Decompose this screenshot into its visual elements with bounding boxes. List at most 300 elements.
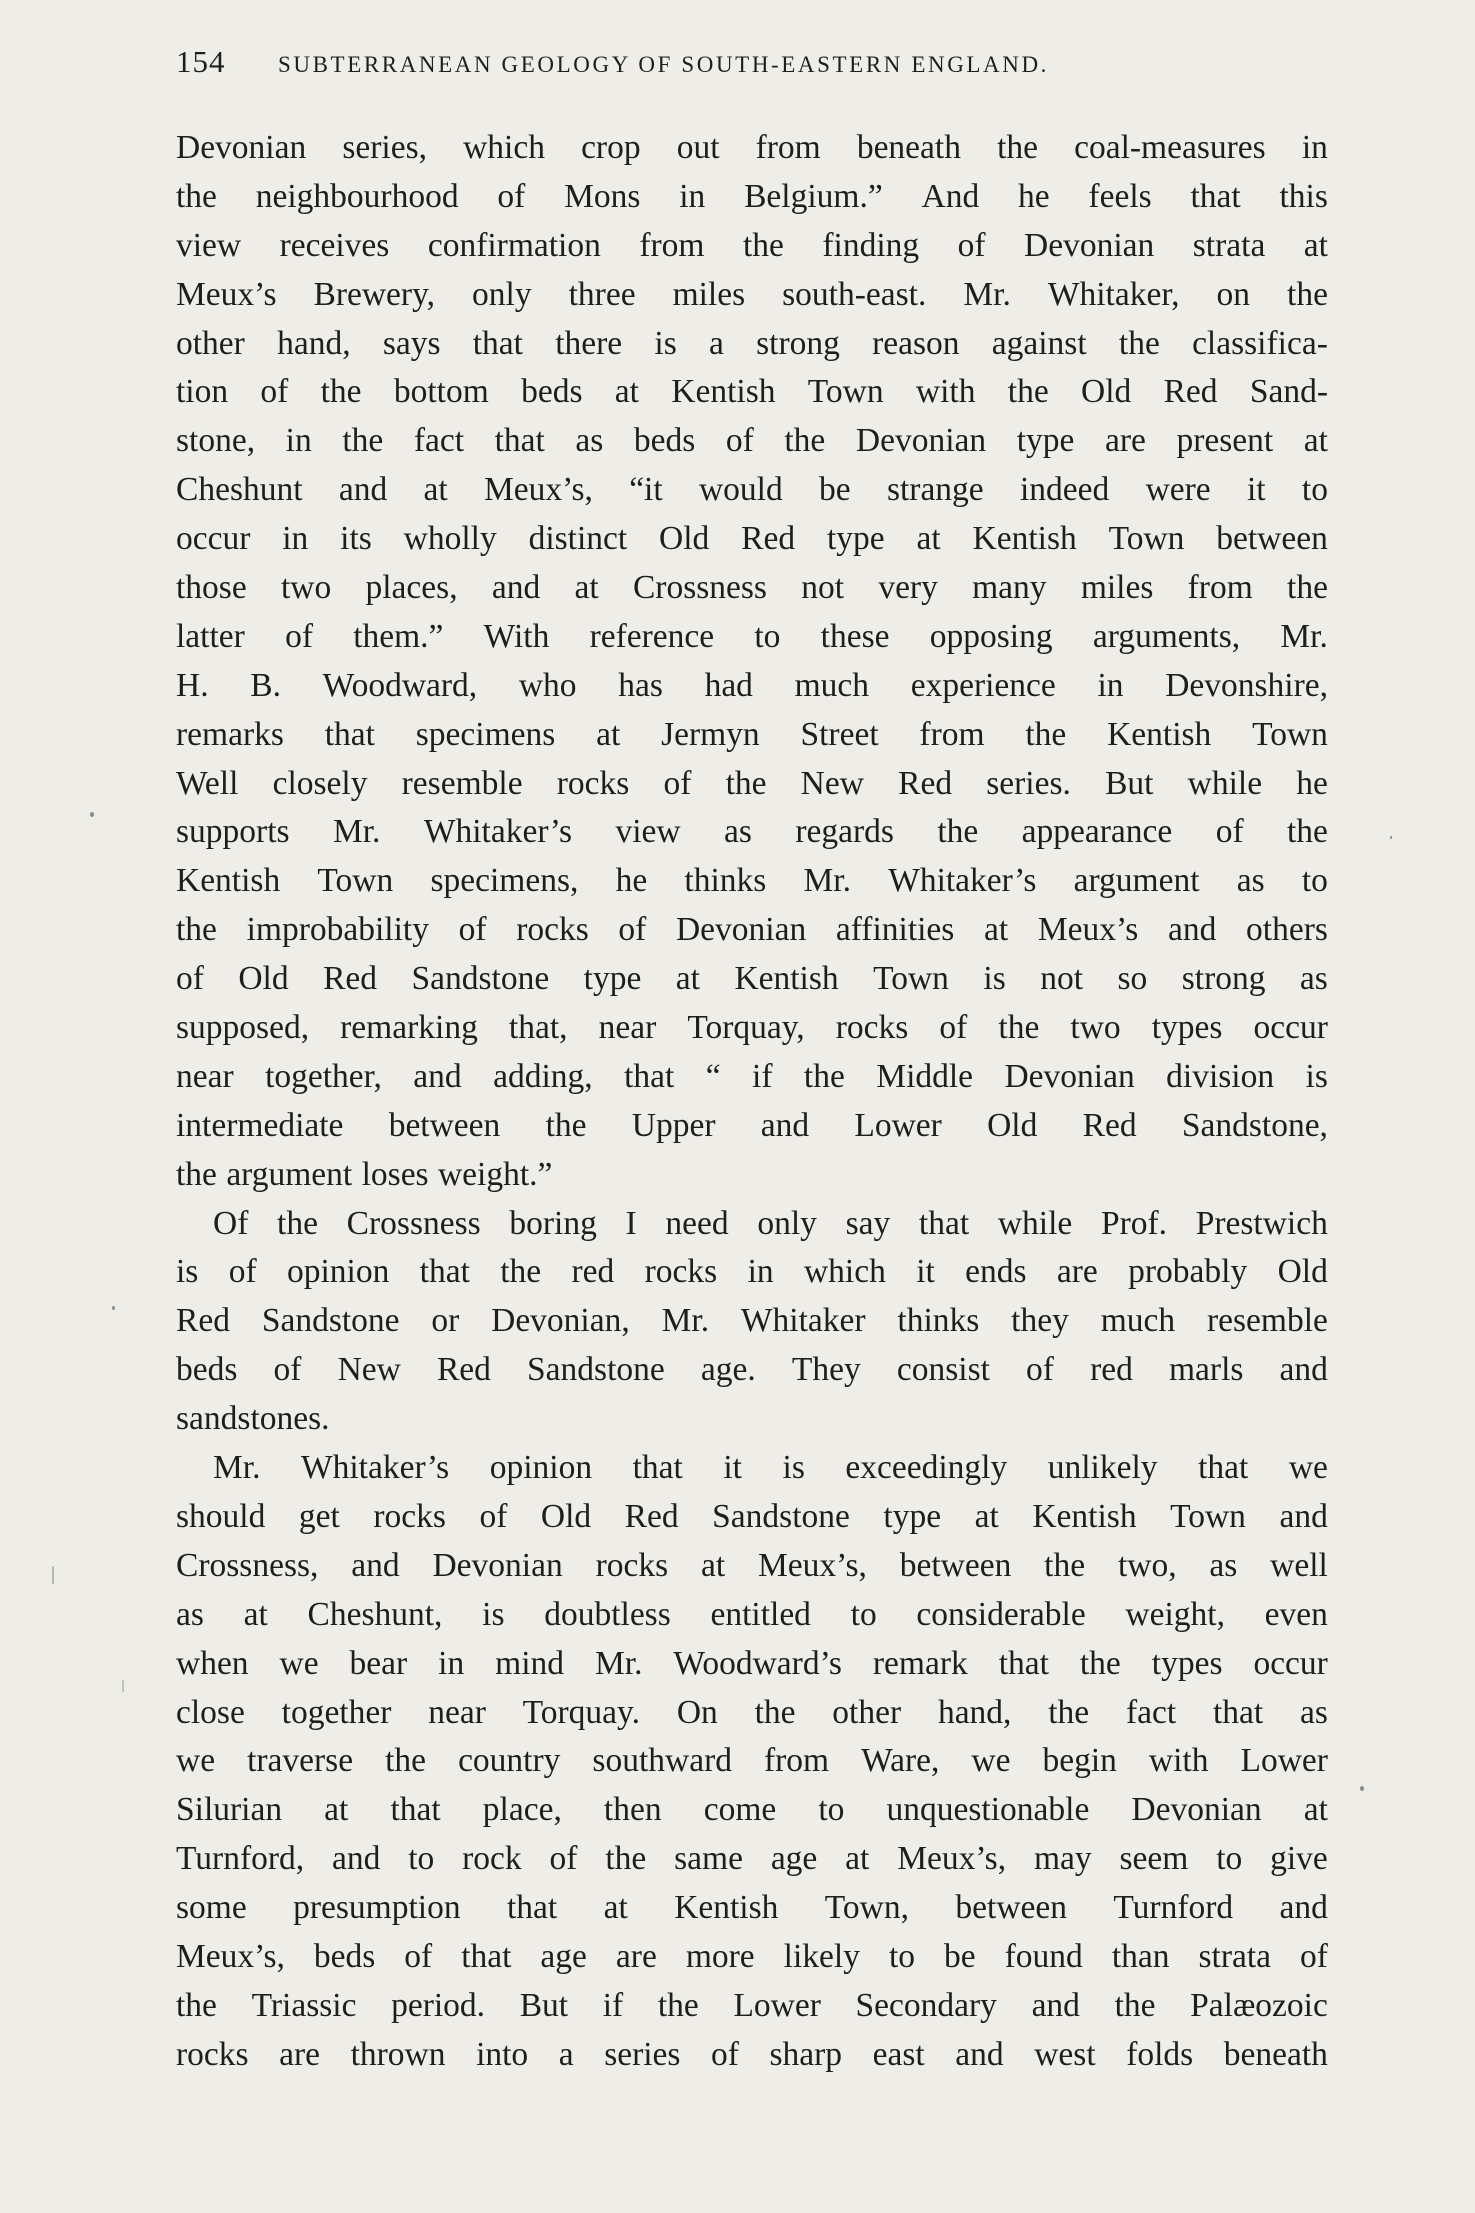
word: miles [1080,569,1154,607]
word: so [1117,960,1148,998]
word: it [916,1253,935,1291]
word: Crossness [632,569,767,607]
word: Whitaker’s [301,1449,450,1487]
word: many [972,569,1047,607]
word: Old [987,1106,1038,1144]
word: beds [313,1937,376,1975]
word: Meux’s, [176,1937,285,1975]
word: rocks [644,1253,718,1291]
word: Devonian [176,129,307,166]
word: the [1007,373,1049,411]
text-line [176,417,1328,466]
word: are [615,1937,657,1975]
word: we [279,1644,319,1682]
word: miles [672,275,746,313]
text-line [176,173,1328,222]
word: its [340,520,372,558]
word: these [820,617,890,655]
word: there [555,324,623,362]
word: exceedingly [845,1449,1008,1487]
word: Old [238,960,289,998]
text-line [176,662,1328,711]
word: classifica- [1192,324,1328,362]
word: the [725,764,767,802]
word: need [665,1204,729,1242]
word: that [324,715,375,753]
word: not [1040,960,1084,998]
word: Kentish [1107,715,1212,753]
word: feels [1088,177,1152,215]
word: the [1048,1693,1090,1731]
word: he [1296,764,1328,802]
word: and [332,1840,381,1878]
word: sandstones. [176,1400,330,1438]
text-line [176,1004,1328,1053]
word: weight.” [437,1155,553,1193]
word: And [921,177,980,215]
word: entitled [710,1595,811,1633]
word: of [663,764,692,802]
word: thinks [684,862,767,900]
word: a [558,2035,574,2073]
word: as [1236,862,1265,900]
text-line [176,124,1328,173]
word: Town [1252,715,1328,753]
word: red [1090,1351,1133,1389]
word: Town [317,862,394,900]
word: in [1097,666,1124,704]
word: Meux’s, [758,1546,867,1584]
text-line [176,564,1328,613]
word: we [971,1742,1011,1780]
body-text [176,124,1328,2080]
word: doubtless [544,1595,671,1633]
word: view [615,813,681,851]
word: of [176,960,204,998]
word: Upper [631,1106,716,1144]
word: and [351,1546,400,1584]
word: this [1279,177,1328,215]
word: from [764,1742,830,1780]
text-line [176,1884,1328,1933]
word: of [1300,1937,1328,1975]
word: others [1246,911,1328,949]
word: probably [1128,1253,1248,1291]
word: the [1114,1986,1156,2024]
text-line [176,613,1328,662]
word: west [1034,2035,1096,2073]
word: when [176,1644,249,1682]
word: the [1287,569,1328,607]
page-number: 154 [176,44,226,79]
word: is [654,324,677,362]
word: not [801,569,845,607]
text-line [176,1200,1328,1249]
word: supposed, [176,1009,310,1047]
text-line [176,1493,1328,1542]
word: argument [1073,862,1200,900]
word: places, [365,569,458,607]
word: reference [589,617,715,655]
word: with [1148,1742,1209,1780]
word: ends [965,1253,1027,1291]
word: and [491,569,541,607]
word: with [915,373,976,411]
word: Devonshire, [1165,666,1328,704]
word: Kentish [734,960,839,998]
word: Whitaker’s [888,862,1037,900]
word: types [1151,1644,1223,1682]
print-speck [1390,836,1392,839]
word: get [298,1497,340,1535]
word: close [176,1693,245,1731]
word: at [574,569,599,607]
word: from [919,715,985,753]
word: in [679,177,706,215]
word: weight, [1125,1595,1225,1633]
word: Woodward’s [673,1644,842,1682]
word: fact [1125,1693,1177,1731]
word: the [742,226,784,264]
word: between [899,1546,1012,1584]
word: strata [1198,1937,1272,1975]
word: Cheshunt [176,471,303,509]
word: Cheshunt, [307,1595,443,1633]
word: that [1212,1693,1264,1731]
word: is [782,1449,805,1487]
word: Red [176,1302,230,1340]
word: of [1026,1351,1054,1389]
text-line [176,1737,1328,1786]
text-line [176,1151,1328,1200]
word: other [832,1693,902,1731]
word: Turnford, [176,1840,305,1878]
word: period. [391,1986,486,2024]
word: the [754,1693,796,1731]
word: that [461,1937,512,1975]
word: Ware, [861,1742,940,1780]
word: Whitaker, [1047,275,1180,313]
word: out [676,129,720,166]
word: as [575,422,604,460]
word: some [176,1889,247,1927]
word: from [755,129,821,166]
word: Red [898,764,953,802]
text-line [176,320,1328,369]
word: two [1070,1009,1121,1047]
word: are [1104,422,1146,460]
word: and [1031,1986,1080,2024]
word: Torquay. [522,1693,641,1731]
word: be [819,471,851,509]
word: Whitaker’s [423,813,573,851]
word: regards [795,813,894,851]
word: of [939,1009,968,1047]
word: But [519,1986,569,2024]
word: Street [800,715,879,753]
word: of [957,226,986,264]
word: Belgium.” [744,177,883,215]
word: Kentish [671,373,776,411]
text-line [176,808,1328,857]
word: the [500,1253,542,1291]
word: is [983,960,1006,998]
word: at [974,1497,999,1535]
word: Devonian [855,422,987,460]
word: east [872,2035,925,2073]
word: likely [783,1937,860,1975]
word: at [675,960,700,998]
word: view [176,226,242,264]
word: Devonian, [491,1302,630,1340]
word: as [1299,960,1328,998]
text-line [176,1297,1328,1346]
word: indeed [1019,471,1110,509]
word: are [1056,1253,1098,1291]
word: of [549,1840,578,1878]
word: remarks [176,715,284,753]
word: that [624,1057,675,1095]
word: near [176,1057,234,1095]
text-line [176,1444,1328,1493]
word: the [657,1986,699,2024]
word: to [818,1791,845,1829]
word: fact [413,422,465,460]
word: Mr. [803,862,851,900]
word: Kentish [674,1889,779,1927]
text-line [176,1591,1328,1640]
word: Town [873,960,949,998]
word: rocks [176,2035,249,2073]
word: and [413,1057,462,1095]
text-line [176,760,1328,809]
word: of [711,2035,739,2073]
word: other [176,324,245,362]
word: the [605,1840,647,1878]
text-line [176,1346,1328,1395]
word: crop [581,129,641,166]
word: Red [1082,1106,1137,1144]
word: that [1190,177,1241,215]
word: Sand- [1249,373,1328,411]
text-line [176,2031,1328,2080]
text-line [176,1102,1328,1151]
word: Red [436,1351,491,1389]
word: Triassic [251,1986,357,2024]
word: he [615,862,648,900]
word: if [602,1986,624,2024]
word: argument [226,1155,353,1193]
word: much [1100,1302,1176,1340]
word: come [703,1791,777,1829]
word: give [1270,1840,1328,1878]
word: at [596,715,621,753]
word: near [598,1009,657,1047]
word: Sandstone [261,1302,400,1340]
word: Crossness [346,1204,481,1242]
text-line [176,1248,1328,1297]
word: arguments, [1092,617,1241,655]
word: Sandstone [527,1351,665,1389]
word: Mr. [213,1449,261,1487]
word: at [700,1546,726,1584]
word: the [1287,275,1328,313]
word: “it [629,471,663,509]
word: Of [213,1204,249,1242]
word: Mr. [594,1644,643,1682]
word: we [176,1742,216,1780]
word: at [1303,226,1328,264]
word: presumption [293,1889,461,1927]
word: very [878,569,938,607]
word: he [1018,177,1050,215]
word: or [431,1302,460,1340]
word: at [984,911,1009,949]
word: is [176,1253,199,1291]
word: were [1145,471,1211,509]
word: rocks [595,1546,669,1584]
word: in [282,520,309,558]
word: the [1287,813,1328,851]
word: Town, [824,1889,909,1927]
word: in [438,1644,465,1682]
word: rocks [556,764,630,802]
word: rocks [835,1009,909,1047]
word: loses [361,1155,429,1193]
word: the [1118,324,1160,362]
word: Prestwich [1195,1204,1328,1242]
word: affinities [835,911,955,949]
word: between [955,1889,1067,1927]
word: Mr. [963,275,1011,313]
word: a [709,324,724,362]
word: as [724,813,752,851]
word: if [752,1057,773,1095]
word: near [428,1693,486,1731]
word: the [176,1155,217,1193]
word: together, [265,1057,382,1095]
word: that [632,1449,683,1487]
word: present [1176,422,1274,460]
word: “ [705,1057,721,1095]
word: the [998,1009,1040,1047]
word: strata [1192,226,1266,264]
word: type [583,960,642,998]
word: it [723,1449,742,1487]
word: But [1105,764,1154,802]
word: confirmation [427,226,601,264]
word: of [725,422,754,460]
word: B. [250,666,281,704]
word: Crossness, [176,1546,319,1584]
word: found [1004,1937,1083,1975]
word: specimens, [430,862,579,900]
word: Mr. [1280,617,1328,655]
word: of [479,1497,508,1535]
word: rock [462,1840,522,1878]
word: Turnford [1113,1889,1234,1927]
word: occur [176,520,251,558]
word: as [1209,1546,1238,1584]
word: Jermyn [661,715,760,753]
running-title: SUBTERRANEAN GEOLOGY OF SOUTH-EASTERN ENGLAND. [278,52,1050,77]
word: and [338,471,388,509]
word: Silurian [176,1791,283,1829]
word: series. [986,764,1071,802]
word: of [228,1253,257,1291]
word: resemble [1206,1302,1328,1340]
word: to [850,1595,877,1633]
word: at [243,1595,268,1633]
word: to [1301,862,1328,900]
word: between [1216,520,1328,558]
word: beneath [856,129,961,166]
word: wholly [403,520,497,558]
word: Meux’s [176,275,277,313]
word: in [285,422,312,460]
word: south-east. [782,275,927,313]
word: Sandstone, [1181,1106,1328,1144]
word: the [784,422,826,460]
word: that [918,1204,970,1242]
word: age [770,1840,818,1878]
word: receives [279,226,390,264]
word: well [1270,1546,1328,1584]
word: country [458,1742,561,1780]
word: of [260,373,289,411]
word: the [277,1204,318,1242]
word: at [1303,1791,1328,1829]
word: should [176,1497,266,1535]
word: together [281,1693,392,1731]
word: Palæozoic [1190,1986,1328,2024]
word: to [408,1840,435,1878]
word: those [176,569,247,607]
word: is [482,1595,505,1633]
word: and [1279,1889,1328,1927]
word: opinion [489,1449,593,1487]
word: than [1111,1937,1170,1975]
word: is [1305,1057,1328,1095]
word: Prof. [1100,1204,1168,1242]
word: With [483,617,550,655]
word: into [476,2035,529,2073]
word: occur [1253,1644,1328,1682]
word: of [458,911,487,949]
word: may [1033,1840,1092,1878]
word: marls [1168,1351,1244,1389]
word: two [280,569,332,607]
word: Devonian [1004,1057,1135,1095]
word: Old [1277,1253,1328,1291]
text-line [176,466,1328,515]
word: that [998,1644,1049,1682]
word: rocks [516,911,589,949]
word: New [800,764,864,802]
word: that [506,1889,558,1927]
word: Secondary [855,1986,997,2024]
word: consist [896,1351,990,1389]
word: supports [176,813,290,851]
word: specimens [415,715,556,753]
word: and [1168,911,1217,949]
print-speck [122,1680,124,1692]
word: closely [272,764,368,802]
word: that [1198,1449,1249,1487]
word: unlikely [1047,1449,1158,1487]
word: only [472,275,532,313]
word: New [337,1351,401,1389]
